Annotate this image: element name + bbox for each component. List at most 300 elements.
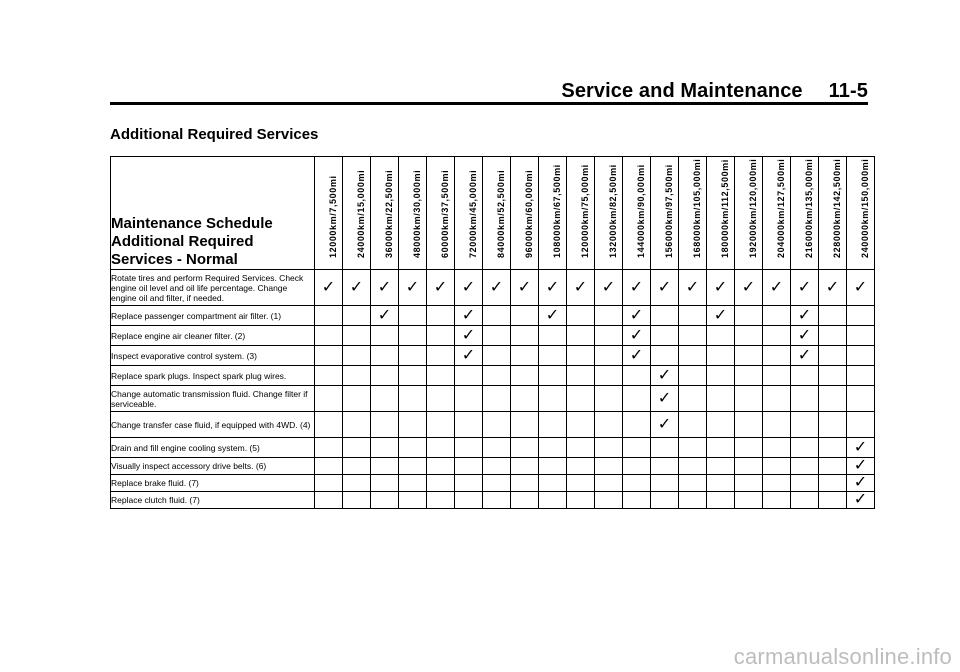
- schedule-cell: [455, 475, 483, 492]
- table-row: [111, 270, 875, 306]
- schedule-cell: [735, 306, 763, 326]
- interval-column-header: [763, 157, 791, 270]
- schedule-cell: [427, 492, 455, 509]
- schedule-cell: [371, 306, 399, 326]
- schedule-cell: [847, 326, 875, 346]
- schedule-cell: [707, 346, 735, 366]
- schedule-cell: [595, 492, 623, 509]
- schedule-cell: [819, 306, 847, 326]
- interval-label: 108000km/67,500mi: [551, 164, 562, 258]
- schedule-cell: [595, 306, 623, 326]
- schedule-cell: [679, 386, 707, 412]
- checkmark-icon: ✓: [629, 306, 644, 324]
- schedule-cell: [315, 270, 343, 306]
- interval-column-header: [595, 157, 623, 270]
- interval-label: 24000km/15,000mi: [355, 169, 366, 258]
- schedule-cell: [651, 475, 679, 492]
- schedule-cell: [651, 270, 679, 306]
- checkmark-icon: ✓: [853, 491, 868, 508]
- interval-label: 228000km/142,500mi: [831, 158, 842, 258]
- schedule-cell: [791, 306, 819, 326]
- table-row: [111, 346, 875, 366]
- schedule-cell: [791, 412, 819, 438]
- schedule-cell: [679, 306, 707, 326]
- schedule-cell: [399, 306, 427, 326]
- checkmark-icon: ✓: [489, 278, 504, 296]
- schedule-cell: [511, 326, 539, 346]
- interval-column-header: [371, 157, 399, 270]
- schedule-cell: [371, 326, 399, 346]
- schedule-cell: [567, 458, 595, 475]
- schedule-cell: [623, 306, 651, 326]
- schedule-cell: [567, 412, 595, 438]
- schedule-cell: [371, 412, 399, 438]
- checkmark-icon: ✓: [629, 326, 644, 344]
- schedule-cell: [847, 438, 875, 458]
- interval-label: 120000km/75,000mi: [579, 164, 590, 258]
- schedule-cell: [539, 270, 567, 306]
- interval-label: 84000km/52,500mi: [495, 169, 506, 258]
- schedule-cell: [371, 270, 399, 306]
- section-title: Additional Required Services: [110, 126, 319, 143]
- schedule-cell: [427, 270, 455, 306]
- checkmark-icon: ✓: [461, 346, 476, 364]
- checkmark-icon: ✓: [461, 306, 476, 324]
- schedule-cell: [847, 386, 875, 412]
- schedule-cell: [427, 475, 455, 492]
- schedule-cell: [651, 412, 679, 438]
- schedule-cell: [511, 458, 539, 475]
- schedule-cell: [567, 438, 595, 458]
- schedule-cell: [567, 326, 595, 346]
- schedule-cell: [455, 438, 483, 458]
- table-corner-label: [111, 157, 315, 270]
- checkmark-icon: ✓: [517, 278, 532, 296]
- schedule-cell: [539, 475, 567, 492]
- schedule-cell: [595, 366, 623, 386]
- schedule-cell: [511, 386, 539, 412]
- schedule-cell: [343, 306, 371, 326]
- interval-label: 192000km/120,000mi: [747, 158, 758, 258]
- checkmark-icon: ✓: [825, 278, 840, 296]
- schedule-cell: [763, 438, 791, 458]
- task-description: Replace engine air cleaner filter. (2): [111, 326, 315, 346]
- schedule-cell: [455, 412, 483, 438]
- interval-column-header: [567, 157, 595, 270]
- checkmark-icon: ✓: [657, 366, 672, 384]
- interval-column-header: [651, 157, 679, 270]
- schedule-cell: [539, 386, 567, 412]
- schedule-cell: [455, 386, 483, 412]
- schedule-cell: [567, 306, 595, 326]
- schedule-cell: [399, 386, 427, 412]
- page-header: [0, 80, 868, 103]
- schedule-cell: [399, 458, 427, 475]
- schedule-cell: [623, 492, 651, 509]
- schedule-cell: [315, 412, 343, 438]
- schedule-cell: [763, 366, 791, 386]
- checkmark-icon: ✓: [461, 278, 476, 296]
- schedule-cell: [427, 366, 455, 386]
- interval-column-header: [343, 157, 371, 270]
- schedule-cell: [847, 346, 875, 366]
- schedule-cell: [455, 458, 483, 475]
- corner-label-line: Maintenance Schedule: [111, 215, 273, 232]
- schedule-cell: [315, 306, 343, 326]
- schedule-cell: [315, 366, 343, 386]
- schedule-cell: [651, 492, 679, 509]
- schedule-cell: [735, 326, 763, 346]
- schedule-cell: [651, 326, 679, 346]
- schedule-cell: [735, 492, 763, 509]
- schedule-cell: [847, 306, 875, 326]
- checkmark-icon: ✓: [797, 326, 812, 344]
- interval-label: 48000km/30,000mi: [411, 169, 422, 258]
- checkmark-icon: ✓: [349, 278, 364, 296]
- schedule-cell: [399, 475, 427, 492]
- schedule-cell: [791, 270, 819, 306]
- schedule-cell: [763, 386, 791, 412]
- schedule-cell: [427, 386, 455, 412]
- schedule-cell: [455, 270, 483, 306]
- schedule-cell: [651, 386, 679, 412]
- schedule-cell: [315, 386, 343, 412]
- interval-column-header: [847, 157, 875, 270]
- schedule-cell: [819, 458, 847, 475]
- interval-label: 156000km/97,500mi: [663, 164, 674, 258]
- schedule-cell: [511, 306, 539, 326]
- checkmark-icon: ✓: [573, 278, 588, 296]
- schedule-cell: [511, 270, 539, 306]
- schedule-cell: [791, 438, 819, 458]
- schedule-cell: [735, 366, 763, 386]
- checkmark-icon: ✓: [657, 415, 672, 433]
- schedule-cell: [539, 458, 567, 475]
- checkmark-icon: ✓: [769, 278, 784, 296]
- interval-column-header: [735, 157, 763, 270]
- schedule-cell: [315, 346, 343, 366]
- checkmark-icon: ✓: [461, 326, 476, 344]
- table-header-row: [111, 157, 875, 270]
- schedule-cell: [539, 346, 567, 366]
- schedule-cell: [847, 458, 875, 475]
- interval-label: 144000km/90,000mi: [635, 164, 646, 258]
- schedule-cell: [315, 326, 343, 346]
- schedule-cell: [651, 438, 679, 458]
- interval-label: 96000km/60,000mi: [523, 169, 534, 258]
- table-row: [111, 306, 875, 326]
- schedule-cell: [427, 346, 455, 366]
- schedule-cell: [679, 438, 707, 458]
- maintenance-schedule-table: [110, 156, 875, 509]
- table-row: [111, 458, 875, 475]
- schedule-cell: [819, 386, 847, 412]
- schedule-cell: [679, 270, 707, 306]
- schedule-cell: [623, 475, 651, 492]
- schedule-cell: [651, 366, 679, 386]
- schedule-cell: [847, 366, 875, 386]
- schedule-cell: [595, 458, 623, 475]
- interval-column-header: [539, 157, 567, 270]
- schedule-cell: [595, 386, 623, 412]
- page-number: 11-5: [828, 80, 868, 102]
- checkmark-icon: ✓: [853, 457, 868, 474]
- schedule-cell: [763, 270, 791, 306]
- interval-column-header: [483, 157, 511, 270]
- checkmark-icon: ✓: [629, 346, 644, 364]
- schedule-cell: [707, 326, 735, 346]
- schedule-cell: [371, 438, 399, 458]
- table-row: [111, 492, 875, 509]
- schedule-cell: [679, 346, 707, 366]
- schedule-cell: [455, 366, 483, 386]
- schedule-cell: [651, 306, 679, 326]
- table-row: [111, 366, 875, 386]
- schedule-cell: [511, 346, 539, 366]
- interval-label: 168000km/105,000mi: [691, 158, 702, 258]
- interval-label: 216000km/135,000mi: [803, 158, 814, 258]
- schedule-cell: [483, 326, 511, 346]
- schedule-cell: [343, 386, 371, 412]
- interval-column-header: [399, 157, 427, 270]
- schedule-cell: [819, 412, 847, 438]
- schedule-cell: [455, 326, 483, 346]
- schedule-cell: [679, 475, 707, 492]
- schedule-cell: [567, 366, 595, 386]
- schedule-cell: [539, 306, 567, 326]
- schedule-cell: [343, 346, 371, 366]
- schedule-cell: [343, 475, 371, 492]
- checkmark-icon: ✓: [657, 389, 672, 407]
- schedule-cell: [707, 412, 735, 438]
- table-row: [111, 326, 875, 346]
- watermark: carmanualsonline.info: [733, 644, 952, 669]
- schedule-cell: [763, 346, 791, 366]
- schedule-cell: [595, 438, 623, 458]
- schedule-cell: [735, 475, 763, 492]
- schedule-cell: [791, 346, 819, 366]
- schedule-cell: [623, 346, 651, 366]
- schedule-cell: [427, 438, 455, 458]
- schedule-cell: [455, 492, 483, 509]
- interval-label: 204000km/127,500mi: [775, 158, 786, 258]
- task-description: Replace clutch fluid. (7): [111, 492, 315, 509]
- schedule-cell: [399, 438, 427, 458]
- schedule-cell: [623, 438, 651, 458]
- schedule-cell: [763, 475, 791, 492]
- schedule-cell: [763, 492, 791, 509]
- schedule-cell: [483, 438, 511, 458]
- schedule-cell: [707, 458, 735, 475]
- checkmark-icon: ✓: [657, 278, 672, 296]
- schedule-cell: [567, 475, 595, 492]
- schedule-cell: [427, 326, 455, 346]
- schedule-cell: [539, 412, 567, 438]
- schedule-cell: [623, 326, 651, 346]
- schedule-cell: [707, 386, 735, 412]
- schedule-cell: [623, 386, 651, 412]
- corner-label-line: Services - Normal: [111, 251, 238, 268]
- task-description: Inspect evaporative control system. (3): [111, 346, 315, 366]
- schedule-cell: [707, 306, 735, 326]
- interval-column-header: [511, 157, 539, 270]
- schedule-cell: [623, 366, 651, 386]
- interval-column-header: [427, 157, 455, 270]
- schedule-cell: [371, 458, 399, 475]
- schedule-cell: [763, 412, 791, 438]
- task-description: Change transfer case fluid, if equipped with 4WD. (4): [111, 412, 315, 438]
- schedule-cell: [483, 306, 511, 326]
- schedule-cell: [483, 475, 511, 492]
- schedule-cell: [315, 492, 343, 509]
- schedule-cell: [595, 412, 623, 438]
- schedule-cell: [595, 475, 623, 492]
- schedule-cell: [371, 346, 399, 366]
- checkmark-icon: ✓: [545, 278, 560, 296]
- schedule-cell: [539, 438, 567, 458]
- schedule-cell: [511, 475, 539, 492]
- checkmark-icon: ✓: [713, 278, 728, 296]
- schedule-cell: [735, 386, 763, 412]
- schedule-cell: [791, 386, 819, 412]
- checkmark-icon: ✓: [377, 306, 392, 324]
- schedule-cell: [735, 346, 763, 366]
- page-title: Service and Maintenance: [561, 80, 803, 102]
- schedule-cell: [623, 270, 651, 306]
- schedule-cell: [567, 386, 595, 412]
- schedule-cell: [483, 366, 511, 386]
- schedule-cell: [679, 366, 707, 386]
- schedule-cell: [707, 438, 735, 458]
- schedule-cell: [399, 492, 427, 509]
- interval-column-header: [819, 157, 847, 270]
- schedule-cell: [371, 492, 399, 509]
- schedule-cell: [819, 326, 847, 346]
- checkmark-icon: ✓: [853, 278, 868, 296]
- table-row: [111, 412, 875, 438]
- schedule-cell: [455, 306, 483, 326]
- header-rule: [110, 102, 868, 105]
- checkmark-icon: ✓: [377, 278, 392, 296]
- checkmark-icon: ✓: [629, 278, 644, 296]
- schedule-cell: [847, 270, 875, 306]
- schedule-cell: [343, 438, 371, 458]
- schedule-cell: [819, 366, 847, 386]
- schedule-cell: [539, 366, 567, 386]
- schedule-cell: [343, 366, 371, 386]
- schedule-cell: [511, 438, 539, 458]
- task-description: Replace brake fluid. (7): [111, 475, 315, 492]
- schedule-cell: [791, 475, 819, 492]
- table-row: [111, 438, 875, 458]
- schedule-cell: [595, 326, 623, 346]
- schedule-cell: [511, 492, 539, 509]
- interval-label: 60000km/37,500mi: [439, 169, 450, 258]
- checkmark-icon: ✓: [433, 278, 448, 296]
- schedule-cell: [399, 346, 427, 366]
- schedule-cell: [707, 492, 735, 509]
- schedule-cell: [427, 412, 455, 438]
- schedule-cell: [735, 412, 763, 438]
- interval-label: 72000km/45,000mi: [467, 169, 478, 258]
- schedule-cell: [343, 412, 371, 438]
- schedule-cell: [819, 346, 847, 366]
- schedule-cell: [707, 366, 735, 386]
- schedule-cell: [483, 458, 511, 475]
- schedule-cell: [455, 346, 483, 366]
- corner-label-line: Additional Required: [111, 233, 254, 250]
- schedule-cell: [735, 458, 763, 475]
- task-description: Visually inspect accessory drive belts. (6): [111, 458, 315, 475]
- schedule-cell: [623, 458, 651, 475]
- schedule-cell: [791, 458, 819, 475]
- checkmark-icon: ✓: [853, 474, 868, 491]
- schedule-cell: [371, 366, 399, 386]
- schedule-cell: [399, 270, 427, 306]
- schedule-cell: [791, 366, 819, 386]
- table-row: [111, 475, 875, 492]
- interval-column-header: [707, 157, 735, 270]
- schedule-cell: [735, 270, 763, 306]
- schedule-cell: [791, 326, 819, 346]
- schedule-cell: [483, 492, 511, 509]
- schedule-cell: [427, 458, 455, 475]
- checkmark-icon: ✓: [741, 278, 756, 296]
- table-body: [111, 270, 875, 509]
- checkmark-icon: ✓: [797, 346, 812, 364]
- table-row: [111, 386, 875, 412]
- schedule-cell: [567, 346, 595, 366]
- schedule-cell: [315, 475, 343, 492]
- interval-label: 240000km/150,000mi: [859, 158, 870, 258]
- schedule-cell: [539, 492, 567, 509]
- schedule-cell: [427, 306, 455, 326]
- task-description: Rotate tires and perform Required Services. Check engine oil level and oil life percentage. Change engine oil and filter, if needed.: [111, 270, 315, 306]
- checkmark-icon: ✓: [713, 306, 728, 324]
- schedule-cell: [679, 412, 707, 438]
- schedule-cell: [343, 458, 371, 475]
- interval-label: 180000km/112,500mi: [719, 159, 730, 258]
- interval-label: 132000km/82,500mi: [607, 164, 618, 258]
- interval-column-header: [679, 157, 707, 270]
- schedule-cell: [399, 366, 427, 386]
- schedule-cell: [623, 412, 651, 438]
- interval-label: 36000km/22,500mi: [383, 169, 394, 258]
- schedule-cell: [595, 270, 623, 306]
- schedule-cell: [679, 492, 707, 509]
- task-description: Drain and fill engine cooling system. (5): [111, 438, 315, 458]
- interval-column-header: [791, 157, 819, 270]
- schedule-cell: [343, 326, 371, 346]
- schedule-cell: [371, 475, 399, 492]
- interval-column-header: [623, 157, 651, 270]
- schedule-cell: [567, 492, 595, 509]
- schedule-cell: [735, 438, 763, 458]
- schedule-cell: [707, 475, 735, 492]
- schedule-cell: [707, 270, 735, 306]
- schedule-cell: [791, 492, 819, 509]
- interval-column-header: [315, 157, 343, 270]
- schedule-cell: [679, 326, 707, 346]
- schedule-cell: [315, 458, 343, 475]
- checkmark-icon: ✓: [405, 278, 420, 296]
- schedule-cell: [595, 346, 623, 366]
- schedule-cell: [847, 475, 875, 492]
- schedule-cell: [847, 492, 875, 509]
- checkmark-icon: ✓: [685, 278, 700, 296]
- schedule-cell: [483, 346, 511, 366]
- interval-label: 12000km/7,500mi: [327, 175, 338, 258]
